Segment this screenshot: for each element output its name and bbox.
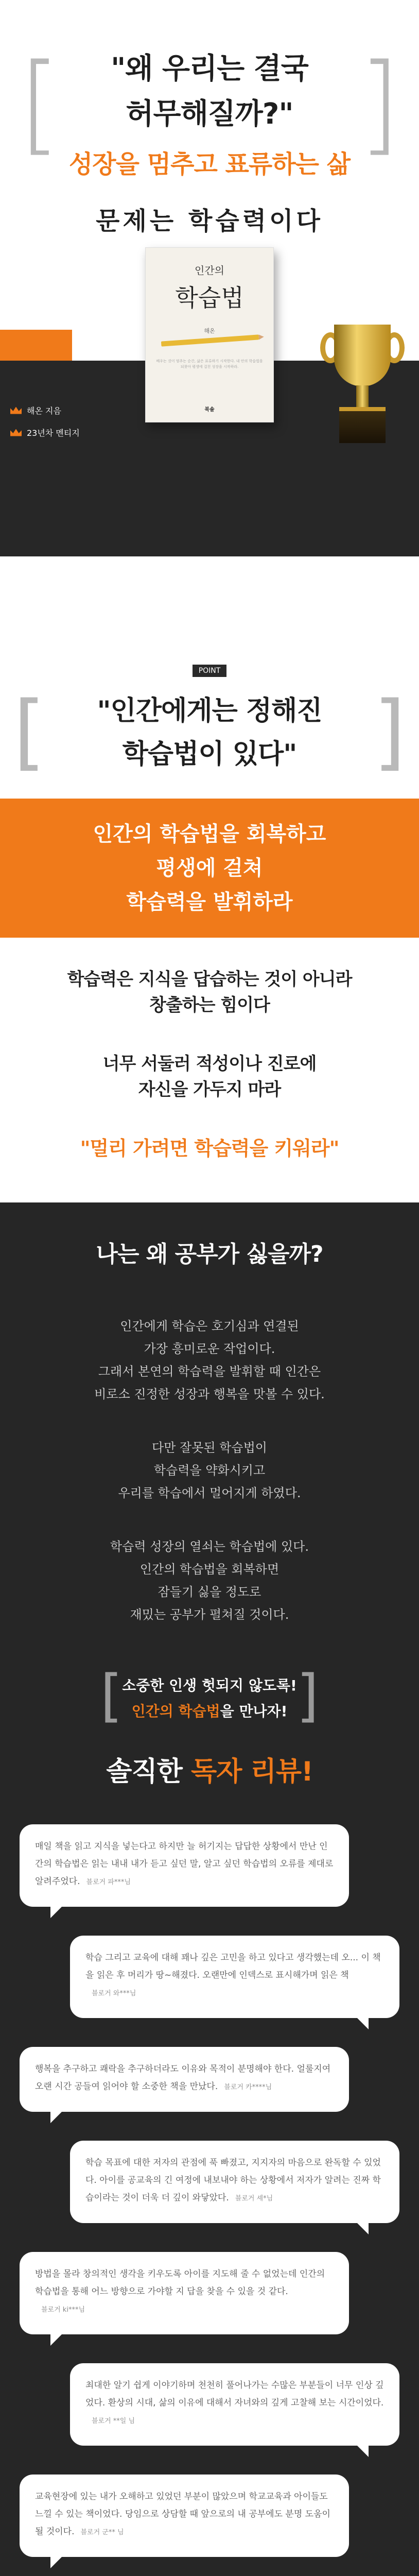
point-section <box>0 556 419 1161</box>
author-tag-label: 23년차 멘티지 <box>27 428 80 438</box>
author-tag <box>10 404 80 416</box>
reviews-heading-white: 솔직한 <box>106 1756 182 1787</box>
review-bubble <box>20 1824 349 1907</box>
paragraph-line: 인간에게 학습은 호기심과 연결된 <box>120 1319 299 1333</box>
review-text: 학습 목표에 대한 저자의 관점에 푹 빠졌고, 지지자의 마음으로 완독할 수 있었다. 아이를 공교육의 긴 여정에 내보내야 하는 상황에서 저자가 알려는 진짜 학습이라는 것이 더욱 더 깊이 와닿았다. <box>85 2158 381 2203</box>
reviewer: 블로거 군** 님 <box>80 2529 124 2536</box>
review-bubble <box>70 1936 399 2018</box>
reviewer: 블로거 ki***님 <box>41 2306 85 2314</box>
review-text: 교육현장에 있는 내가 오해하고 있었던 부분이 많았으며 학교교육과 아이들도 느낄 수 있는 책이었다. 당임으로 상담할 때 앞으로의 내 공부에도 분명 도움이 될 것이다. <box>35 2492 330 2537</box>
paragraph-line: 우리를 학습에서 멀어지게 하였다. <box>118 1486 301 1500</box>
review-text: 방법을 몰라 창의적인 생각을 키우도록 아이를 지도해 줄 수 없었는데 인간의 학습법을 통해 어느 방향으로 가야할 지 답을 찾을 수 있을 것 같다. <box>35 2269 325 2297</box>
book-description: 배우는 것이 멈추는 순간, 삶은 표류하기 시작한다. 내 안의 학습법을 되찾아 평생에 걸친 성장을 시작하라. <box>156 359 263 369</box>
message-line: 자신을 가두지 마라 <box>138 1079 281 1100</box>
point-title-line2: 학습법이 있다" <box>122 739 297 770</box>
reviews-intro-book: 인간의 학습법 <box>131 1703 220 1720</box>
reviews-heading-orange: 독자 리뷰! <box>191 1756 313 1787</box>
paragraph-line: 학습력 성장의 열쇠는 학습법에 있다. <box>110 1539 309 1554</box>
left-bracket: [ <box>13 683 46 779</box>
paragraph <box>0 1436 419 1504</box>
author-tag-label: 해온 지음 <box>27 406 61 416</box>
point-badge: POINT <box>193 665 227 677</box>
book-publisher: 북솔 <box>204 407 215 413</box>
author-tags <box>10 404 80 449</box>
point-title-line1: "인간에게는 정해진 <box>97 696 322 726</box>
book-title-small: 인간의 <box>195 264 224 277</box>
book-cover <box>145 247 274 422</box>
left-bracket: [ <box>100 1663 123 1728</box>
paragraph-line: 재밌는 공부가 펼쳐질 것이다. <box>130 1607 289 1622</box>
paragraph-line: 잠들기 싫을 정도로 <box>158 1585 261 1599</box>
paragraph <box>0 1315 419 1405</box>
book-author: 해온 <box>204 328 215 334</box>
callout-line: 평생에 걸쳐 <box>156 856 263 880</box>
reviews-intro <box>0 1663 419 1819</box>
why-section <box>0 1202 419 1672</box>
reviewer: 블로거 **일 님 <box>92 2417 135 2425</box>
message-line: 너무 서둘러 적성이나 진로에 <box>102 1054 317 1074</box>
message-line: 창출하는 힘이다 <box>149 995 270 1015</box>
paragraph-line: 다만 잘못된 학습법이 <box>152 1440 267 1455</box>
review-bubble <box>20 2047 349 2112</box>
hero-title <box>0 46 419 137</box>
paragraph-line: 비로소 진정한 성장과 행복을 맛볼 수 있다. <box>94 1387 325 1401</box>
message-line: 학습력은 지식을 답습하는 것이 아니라 <box>67 969 352 990</box>
right-bracket: ] <box>373 683 406 779</box>
review-bubble <box>70 2363 399 2446</box>
callout-line: 인간의 학습법을 회복하고 <box>93 822 326 846</box>
review-bubble <box>70 2141 399 2223</box>
reviews-heading <box>0 1750 419 1788</box>
review-text: 최대한 알기 쉽게 이야기하며 천천히 풀어나가는 수많은 부분들이 너무 인상 깊었다. 환상의 시대, 삶의 이유에 대해서 자녀와의 깊게 고찰해 보는 시간이었다. <box>85 2380 384 2408</box>
author-tag <box>10 427 80 438</box>
paragraph <box>0 1535 419 1626</box>
reviewer: 블로거 파***님 <box>86 1878 131 1886</box>
hero-section <box>0 0 419 556</box>
crown-icon <box>10 407 22 414</box>
hero-subtitle-orange: 성장을 멈추고 표류하는 삶 <box>68 150 351 179</box>
paragraph-line: 인간의 학습법을 회복하면 <box>139 1562 280 1577</box>
right-bracket: ] <box>296 1663 319 1728</box>
right-bracket: ] <box>358 40 400 166</box>
review-text: 행복을 추구하고 쾌락을 추구하더라도 이유와 목적이 분명해야 한다. 얼룰지여 오랜 시간 공들여 읽어야 할 소중한 책을 만났다. <box>35 2064 331 2092</box>
hero-subtitle-dark: 문제는 학습력이다 <box>96 207 323 235</box>
point-title <box>0 683 419 779</box>
review-bubble <box>20 2475 349 2557</box>
review-text: 학습 그리고 교육에 대해 꽤나 깊은 고민을 하고 있다고 생각했는데 오... 이 책을 읽은 후 머리가 땅~해졌다. 오랜만에 인덱스로 표시해가며 읽은 책 <box>85 1953 381 1980</box>
reviews-intro-rest: 을 만나자! <box>220 1703 288 1720</box>
key-messages <box>0 938 419 1161</box>
reviews-intro-line2 <box>0 1700 419 1721</box>
hero-title-line1: "왜 우리는 결국 <box>111 52 308 86</box>
reviews-list <box>0 1819 419 2576</box>
review-text: 매일 책을 읽고 지식을 넣는다고 하지만 늘 허기지는 답답한 상황에서 만난 인간의 학습법은 읽는 내내 내가 듣고 싶던 말, 알고 싶던 학습법의 오류를 제대로 알려주었다. <box>35 1841 334 1887</box>
reviews-intro-line1: 소중한 인생 헛되지 않도록! <box>122 1677 297 1694</box>
trophy-icon <box>316 319 409 453</box>
reviewer: 블로거 와***님 <box>92 1990 136 1997</box>
pencil-illustration <box>161 334 259 346</box>
paragraph-line: 그래서 본연의 학습력을 발휘할 때 인간은 <box>98 1364 321 1379</box>
left-bracket: [ <box>19 40 61 166</box>
why-heading: 나는 왜 공부가 싫을까? <box>96 1241 323 1267</box>
paragraph-line: 학습력을 약화시키고 <box>153 1463 266 1478</box>
orange-callout <box>0 799 419 938</box>
callout-line: 학습력을 발휘하라 <box>126 890 293 914</box>
orange-stripe <box>0 330 72 361</box>
book-title-big: 학습법 <box>175 284 244 312</box>
paragraph-line: 가장 흥미로운 작업이다. <box>144 1342 275 1356</box>
reviewer: 블로거 카****님 <box>224 2083 272 2091</box>
orange-quote: "멀리 가려면 학습력을 키워라" <box>80 1137 339 1160</box>
review-bubble <box>20 2252 349 2334</box>
crown-icon <box>10 429 22 436</box>
hero-title-line2: 허무해질까?" <box>126 97 293 131</box>
reviewer: 블로거 셰*님 <box>235 2195 273 2202</box>
